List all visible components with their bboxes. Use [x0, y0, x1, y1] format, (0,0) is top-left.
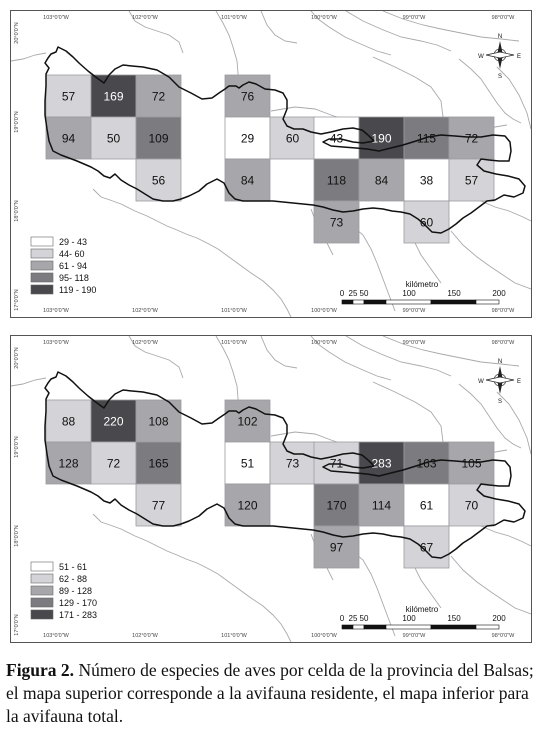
scale-tick-label: 25 — [348, 289, 358, 298]
map-canvas — [11, 336, 531, 642]
longitude-label-bottom: 103°0'0"W — [43, 633, 69, 639]
cell-value-label: 115 — [416, 131, 437, 146]
legend-swatch — [31, 574, 53, 583]
cell-value-label: 72 — [464, 131, 479, 146]
scale-bar-segment — [342, 625, 353, 629]
longitude-label-top: 103°0'0"W — [43, 15, 69, 21]
cell-value-label: 77 — [151, 498, 166, 513]
legend-swatch — [31, 562, 53, 571]
cell-value-label: 72 — [151, 89, 166, 104]
cell-value-label: 60 — [285, 131, 300, 146]
cell-value-label: 283 — [371, 456, 392, 471]
map-canvas — [11, 11, 531, 317]
compass-w-label: W — [478, 54, 484, 60]
longitude-label-top: 98°0'0"W — [491, 340, 515, 346]
scale-tick-label: 0 — [339, 289, 345, 298]
state-boundary-line — [11, 53, 46, 61]
cell-value-label: 56 — [151, 173, 166, 188]
longitude-label-bottom: 98°0'0"W — [491, 633, 515, 639]
longitude-label-top: 100°0'0"W — [311, 340, 337, 346]
state-boundary-line — [481, 201, 531, 221]
cell-value-label: 102 — [237, 414, 258, 429]
map-panel-resident — [10, 10, 532, 318]
cell-value-label: 67 — [419, 540, 434, 555]
legend-swatch — [31, 273, 53, 282]
scale-unit-label: kilómetro — [405, 280, 439, 289]
scale-bar-segment — [431, 300, 476, 304]
scale-tick-label: 150 — [447, 289, 461, 298]
scale-bar-segment — [476, 625, 499, 629]
cell-value-label: 70 — [464, 498, 479, 513]
cell-value-label: 73 — [285, 456, 300, 471]
cell-value-label: 88 — [61, 414, 76, 429]
longitude-label-bottom: 103°0'0"W — [43, 308, 69, 314]
cell-value-label: 73 — [329, 215, 344, 230]
scale-tick-label: 100 — [402, 614, 416, 623]
cell-value-label: 169 — [103, 89, 124, 104]
scale-bar-segment — [353, 300, 364, 304]
cell-value-label: 118 — [326, 173, 347, 188]
latitude-label: 18°0'0"N — [14, 200, 20, 222]
cell-value-label: 57 — [61, 89, 76, 104]
scale-bar — [340, 605, 506, 629]
compass-s-label: S — [497, 399, 503, 405]
legend-swatch — [31, 598, 53, 607]
cell-value-label: 84 — [240, 173, 255, 188]
legend-swatch — [31, 237, 53, 246]
longitude-label-top: 98°0'0"W — [491, 15, 515, 21]
cell-value-label: 190 — [371, 131, 392, 146]
legend-swatch — [31, 610, 53, 619]
state-boundary-line — [481, 526, 531, 546]
legend-label: 29 - 43 — [59, 237, 88, 247]
scale-tick-label: 200 — [492, 614, 506, 623]
longitude-label-top: 99°0'0"W — [402, 340, 426, 346]
scale-bar-segment — [476, 300, 499, 304]
cell-value-label: 71 — [329, 456, 344, 471]
cell-value-label: 114 — [371, 498, 392, 513]
cell-value-label: 38 — [419, 173, 434, 188]
longitude-label-top: 101°0'0"W — [221, 340, 247, 346]
state-boundary-line — [11, 378, 46, 386]
cell-value-label: 72 — [106, 456, 121, 471]
scale-unit-label: kilómetro — [405, 605, 439, 614]
scale-bar-segment — [364, 625, 386, 629]
cell-value-label: 43 — [329, 131, 344, 146]
coastline — [93, 189, 291, 317]
longitude-label-bottom: 100°0'0"W — [311, 308, 337, 314]
cell-value-label: 128 — [58, 456, 79, 471]
legend-swatch — [31, 285, 53, 294]
longitude-label-bottom: 102°0'0"W — [132, 308, 158, 314]
longitude-label-top: 103°0'0"W — [43, 340, 69, 346]
latitude-label: 19°0'0"N — [14, 436, 20, 458]
legend-swatch — [31, 249, 53, 258]
scale-bar-segment — [353, 625, 364, 629]
cell-value-label: 105 — [461, 456, 482, 471]
cell-value-label: 108 — [148, 414, 169, 429]
scale-bar-segment — [386, 300, 431, 304]
state-boundary-line — [451, 556, 531, 614]
scale-bar-segment — [364, 300, 386, 304]
longitude-label-top: 102°0'0"W — [132, 340, 158, 346]
figure-caption — [6, 659, 543, 728]
scale-bar-segment — [342, 300, 353, 304]
cell-value-label: 29 — [240, 131, 255, 146]
scale-tick-label: 50 — [359, 289, 369, 298]
scale-bar — [340, 280, 506, 304]
longitude-label-top: 100°0'0"W — [311, 15, 337, 21]
cell-value-label: 76 — [240, 89, 255, 104]
longitude-label-top: 99°0'0"W — [402, 15, 426, 21]
legend-label: 89 - 128 — [59, 586, 93, 596]
compass-w-label: W — [478, 379, 484, 385]
cell-value-label: 97 — [329, 540, 344, 555]
legend-label: 95- 118 — [59, 273, 89, 283]
map-panel-total — [10, 335, 532, 643]
cell-value-label: 220 — [103, 414, 124, 429]
state-boundary-line — [261, 336, 297, 368]
legend-label: 129 - 170 — [59, 598, 98, 608]
longitude-label-bottom: 101°0'0"W — [221, 308, 247, 314]
cell-value-label: 94 — [61, 131, 76, 146]
latitude-label: 19°0'0"N — [14, 111, 20, 133]
legend-label: 62 - 88 — [59, 574, 88, 584]
cell-value-label: 109 — [148, 131, 169, 146]
state-boundary-line — [459, 384, 521, 448]
scale-bar-segment — [431, 625, 476, 629]
compass-e-label: E — [516, 54, 522, 60]
latitude-label: 17°0'0"N — [14, 614, 20, 636]
scale-tick-label: 0 — [339, 614, 345, 623]
longitude-label-bottom: 101°0'0"W — [221, 633, 247, 639]
state-boundary-line — [451, 231, 531, 289]
latitude-label: 20°0'0"N — [14, 347, 20, 369]
legend-label: 61 - 94 — [59, 261, 88, 271]
scale-tick-label: 100 — [402, 289, 416, 298]
compass-n-label: N — [497, 359, 503, 365]
cell-value-label: 57 — [464, 173, 479, 188]
cell-value-label: 120 — [237, 498, 258, 513]
legend-swatch — [31, 261, 53, 270]
longitude-label-bottom: 99°0'0"W — [402, 308, 426, 314]
cell-value-label: 50 — [106, 131, 121, 146]
state-boundary-line — [459, 59, 521, 123]
longitude-label-bottom: 100°0'0"W — [311, 633, 337, 639]
longitude-label-top: 101°0'0"W — [221, 15, 247, 21]
longitude-label-top: 102°0'0"W — [132, 15, 158, 21]
scale-tick-label: 200 — [492, 289, 506, 298]
compass-s-label: S — [497, 74, 503, 80]
longitude-label-bottom: 98°0'0"W — [491, 308, 515, 314]
cell-value-label: 60 — [419, 215, 434, 230]
cell-value-label: 51 — [240, 456, 255, 471]
cell-value-label: 61 — [419, 498, 434, 513]
state-boundary-line — [261, 11, 297, 43]
cell-value-label: 165 — [148, 456, 169, 471]
scale-tick-label: 25 — [348, 614, 358, 623]
cell-value-label: 84 — [374, 173, 389, 188]
compass-e-label: E — [516, 379, 522, 385]
cell-value-label: 170 — [326, 498, 347, 513]
cell-value-label: 163 — [416, 456, 437, 471]
compass-n-label: N — [497, 34, 503, 40]
coastline — [93, 514, 291, 642]
scale-bar-segment — [386, 625, 431, 629]
latitude-label: 18°0'0"N — [14, 525, 20, 547]
legend-label: 51 - 61 — [59, 562, 88, 572]
legend-label: 119 - 190 — [59, 285, 97, 295]
latitude-label: 17°0'0"N — [14, 289, 20, 311]
legend-label: 44- 60 — [59, 249, 85, 259]
longitude-label-bottom: 102°0'0"W — [132, 633, 158, 639]
scale-tick-label: 150 — [447, 614, 461, 623]
longitude-label-bottom: 99°0'0"W — [402, 633, 426, 639]
legend-label: 171 - 283 — [59, 610, 98, 620]
scale-tick-label: 50 — [359, 614, 369, 623]
caption-text: Número de especies de aves por celda de la provincia del Balsas; el mapa superior corresponde a la avifauna residente, el mapa inferior para la avifauna total. — [6, 660, 534, 726]
caption-label: Figura 2. — [6, 660, 75, 680]
latitude-label: 20°0'0"N — [14, 22, 20, 44]
legend-swatch — [31, 586, 53, 595]
